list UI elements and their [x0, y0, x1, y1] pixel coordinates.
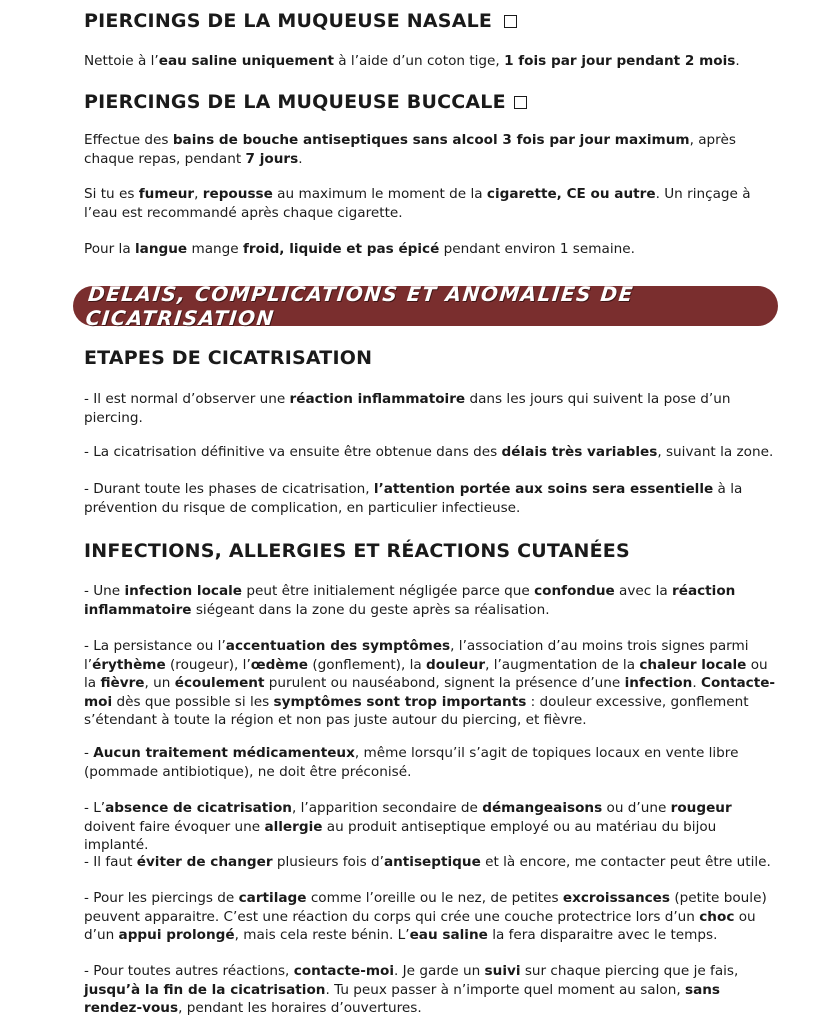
infections-paragraph-6 [84, 889, 777, 945]
infections-heading [84, 540, 777, 562]
body-text: , un [144, 675, 175, 691]
bold-text: absence de cicatrisation [105, 800, 292, 816]
bold-text: démangeaisons [482, 800, 603, 816]
bold-text: froid, liquide et pas épicé [242, 241, 440, 257]
nasal-heading [84, 10, 777, 32]
bold-text: fumeur [138, 186, 195, 202]
bold-text: accentuation des symptômes [225, 638, 451, 654]
bold-text: eau saline uniquement [158, 53, 334, 69]
nasal-title: PIERCINGS DE LA MUQUEUSE NASALE [84, 10, 493, 32]
bold-text: douleur [426, 656, 486, 673]
body-text: ou d’un [84, 908, 756, 943]
bold-text: excroissances [562, 890, 670, 906]
body-text: (rougeur), l’ [165, 656, 251, 673]
body-text: , après chaque repas, pendant [84, 132, 736, 167]
body-text: - La persistance ou l’ [84, 638, 226, 654]
infections-paragraph-3 [84, 744, 777, 781]
bold-text: contacte-moi [293, 963, 395, 979]
buccal-paragraph-1 [84, 131, 777, 168]
bold-text: suivi [484, 963, 521, 979]
bold-text: antiseptique [383, 854, 481, 870]
body-text: la fera disparaitre avec le temps. [487, 927, 718, 943]
body-text: , pendant les horaires d’ouvertures. [178, 1000, 422, 1016]
buccal-checkbox-icon[interactable] [514, 96, 527, 109]
body-text: Si tu es [84, 186, 139, 202]
bold-text: érythème [92, 656, 166, 673]
body-text: dans les jours qui suivent la pose d’un piercing. [84, 391, 731, 426]
bold-text: symptômes sont trop importants [273, 693, 527, 710]
body-text: avec la [614, 583, 673, 599]
body-text: , même lorsqu’il s’agit de topiques locaux en vente libre (pommade antibiotique), ne doit être préconisé. [84, 745, 739, 780]
bold-text: éviter de changer [136, 854, 273, 870]
banner-title: DELAIS, COMPLICATIONS ET ANOMALIES DE CICATRISATION [84, 282, 636, 330]
body-text: (petite boule) peuvent apparaitre. C’est une réaction du corps qui crée une couche protectrice lors d’un [84, 890, 767, 925]
etapes-paragraph-3 [84, 480, 777, 517]
bold-text: chaleur locale [639, 656, 747, 673]
body-text: et là encore, me contacter peut être utile. [480, 854, 771, 870]
infections-paragraph-4 [84, 799, 777, 855]
buccal-title: PIERCINGS DE LA MUQUEUSE BUCCALE [84, 91, 506, 113]
body-text: - Pour les piercings de [84, 890, 239, 906]
body-text: ou d’une [602, 800, 671, 816]
body-text: - L’ [84, 800, 106, 816]
body-text: . Un rinçage à l’eau est recommandé après chaque cigarette. [84, 186, 751, 221]
body-text: Pour la [84, 241, 135, 257]
body-text: - Pour toutes autres réactions, [84, 963, 294, 979]
bold-text: délais très variables [501, 444, 658, 460]
body-text: , l’apparition secondaire de [291, 800, 483, 816]
bold-text: Aucun traitement médicamenteux [93, 745, 355, 761]
body-text: mange [187, 241, 243, 257]
buccal-paragraph-3 [84, 240, 777, 259]
body-text: . Je garde un [394, 963, 485, 979]
etapes-title: ETAPES DE CICATRISATION [84, 347, 373, 369]
body-text: doivent faire évoquer une [84, 818, 265, 835]
body-text: siégeant dans la zone du geste après sa réalisation. [191, 601, 550, 618]
body-text: . [735, 53, 740, 69]
nasal-paragraph [84, 52, 777, 71]
infections-paragraph-7 [84, 962, 777, 1018]
bold-text: bains de bouche antiseptiques sans alcool 3 fois par jour maximum [172, 132, 690, 148]
body-text: - [84, 745, 94, 761]
body-text: sur chaque piercing que je fais, [520, 963, 739, 979]
body-text: : douleur excessive, gonflement s’étendant à toute la région et non pas juste autour du piercing, et fièvre. [84, 693, 749, 728]
bold-text: confondue [534, 583, 615, 599]
body-text: - La cicatrisation définitive va ensuite être obtenue dans des [84, 444, 502, 460]
bold-text: appui prolongé [118, 927, 235, 943]
bold-text: eau saline [409, 927, 488, 943]
etapes-heading [84, 347, 777, 369]
body-text: comme l’oreille ou le nez, de petites [306, 890, 563, 906]
body-text: purulent ou nauséabond, signent la présence d’une [264, 675, 625, 691]
body-text: , mais cela reste bénin. L’ [234, 927, 410, 943]
infections-paragraph-2 [84, 637, 777, 730]
body-text: , suivant la zone. [657, 444, 774, 460]
bold-text: infection [624, 675, 693, 691]
body-text: (gonflement), la [308, 656, 427, 673]
bold-text: cigarette, CE ou autre [486, 186, 656, 202]
bold-text: allergie [264, 818, 323, 835]
bold-text: infection locale [124, 583, 243, 599]
bold-text: 7 jours [245, 150, 299, 167]
bold-text: langue [134, 241, 188, 257]
body-text: - Durant toute les phases de cicatrisation, [84, 481, 374, 497]
body-text: au produit antiseptique employé ou au matériau du bijou implanté. [84, 818, 717, 853]
body-text: à l’aide d’un coton tige, [333, 53, 505, 69]
bold-text: réaction inflammatoire [84, 583, 736, 618]
body-text: . Tu peux passer à n’importe quel moment au salon, [325, 981, 685, 998]
bold-text: cartilage [238, 890, 307, 906]
body-text: pendant environ 1 semaine. [439, 241, 635, 257]
bold-text: sans rendez-vous [84, 981, 721, 1016]
body-text: . [298, 150, 303, 167]
etapes-paragraph-1 [84, 390, 777, 427]
bold-text: œdème [250, 656, 308, 673]
body-text: dès que possible si les [112, 693, 274, 710]
body-text: au maximum le moment de la [272, 186, 487, 202]
body-text: . [692, 675, 701, 691]
infections-paragraph-5 [84, 853, 777, 872]
infections-paragraph-1 [84, 582, 777, 619]
nasal-checkbox-icon[interactable] [504, 15, 517, 28]
bold-text: Contacte-moi [84, 675, 776, 710]
body-text: , [194, 186, 203, 202]
bold-text: 1 fois par jour pendant 2 mois [504, 53, 736, 69]
bold-text: l’attention portée aux soins sera essentielle [373, 481, 714, 497]
body-text: Effectue des [84, 132, 173, 148]
body-text: - Une [84, 583, 125, 599]
body-text: - Il faut [84, 854, 137, 870]
body-text: , l’augmentation de la [485, 656, 640, 673]
buccal-paragraph-2 [84, 185, 777, 222]
bold-text: réaction inflammatoire [289, 391, 466, 407]
bold-text: repousse [202, 186, 273, 202]
etapes-paragraph-2 [84, 443, 777, 462]
buccal-heading [84, 91, 777, 113]
body-text: - Il est normal d’observer une [84, 391, 290, 407]
body-text: Nettoie à l’ [84, 53, 159, 69]
body-text: , l’association d’au moins trois signes parmi l’ [84, 638, 749, 673]
section-banner [73, 282, 778, 330]
bold-text: fièvre [100, 675, 145, 691]
body-text: plusieurs fois d’ [272, 854, 384, 870]
bold-text: rougeur [670, 800, 732, 816]
body-text: à la prévention du risque de complication, en particulier infectieuse. [84, 481, 743, 516]
bold-text: écoulement [174, 675, 265, 691]
bold-text: jusqu’à la fin de la cicatrisation [84, 981, 326, 998]
infections-title: INFECTIONS, ALLERGIES ET RÉACTIONS CUTANÉES [84, 540, 630, 562]
body-text: peut être initialement négligée parce que [242, 583, 535, 599]
bold-text: choc [699, 908, 735, 925]
body-text: ou la [84, 656, 768, 691]
